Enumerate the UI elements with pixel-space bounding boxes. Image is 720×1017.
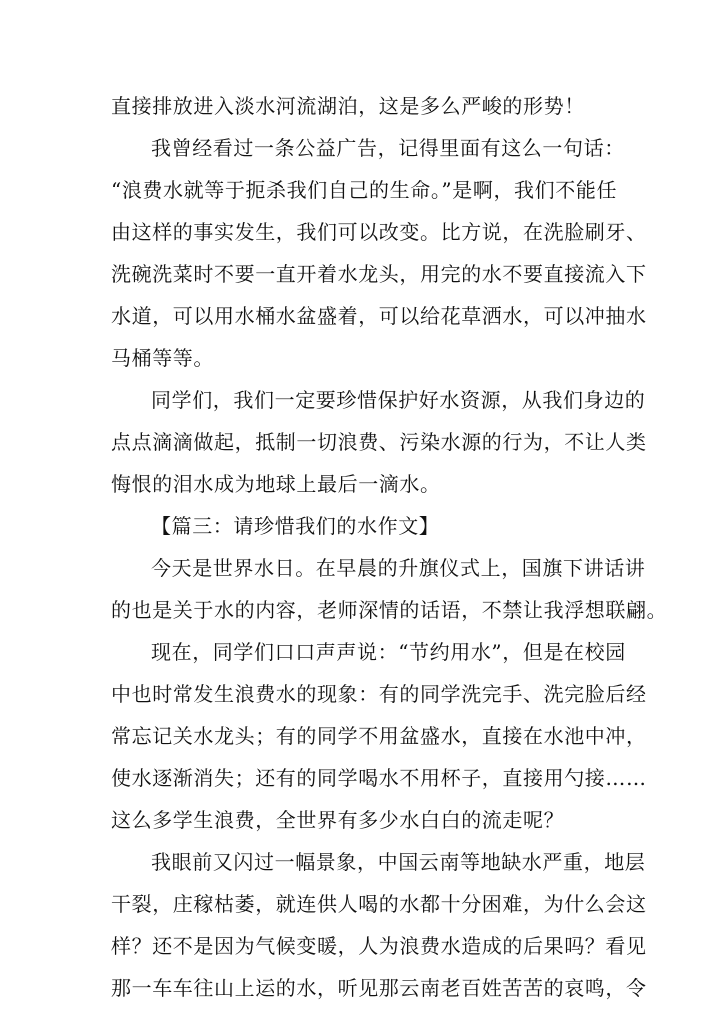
paragraph-first-line: 同学们，我们一定要珍惜保护好水资源，从我们身边的 bbox=[151, 388, 646, 412]
paragraph-first-line: 我曾经看过一条公益广告，记得里面有这么一句话： bbox=[151, 136, 625, 160]
text-line: 马桶等等。 bbox=[111, 346, 214, 370]
text-line: 直接排放进入淡水河流湖泊，这是多么严峻的形势！ bbox=[111, 94, 585, 118]
text-line: 这么多学生浪费，全世界有多少水白白的流走呢？ bbox=[111, 808, 565, 832]
section-heading: 【篇三：请珍惜我们的水作文】 bbox=[151, 514, 440, 538]
paragraph-first-line: 我眼前又闪过一幅景象，中国云南等地缺水严重，地层 bbox=[151, 850, 646, 874]
text-line: 干裂，庄稼枯萎，就连供人喝的水都十分困难，为什么会这 bbox=[111, 892, 647, 916]
text-line: 由这样的事实发生，我们可以改变。比方说，在洗脸刷牙、 bbox=[111, 220, 647, 244]
text-line: 那一车车往山上运的水，听见那云南老百姓苦苦的哀鸣，令 bbox=[111, 976, 647, 1000]
text-line: “浪费水就等于扼杀我们自己的生命。”是啊，我们不能任 bbox=[111, 178, 618, 202]
text-line: 样？还不是因为气候变暖，人为浪费水造成的后果吗？看见 bbox=[111, 934, 647, 958]
text-line: 中也时常发生浪费水的现象：有的同学洗完手、洗完脸后经 bbox=[111, 682, 647, 706]
text-line: 点点滴滴做起，抵制一切浪费、污染水源的行为，不让人类 bbox=[111, 430, 647, 454]
paragraph-first-line: 现在，同学们口口声声说：“节约用水”，但是在校园 bbox=[151, 640, 626, 664]
text-line: 水道，可以用水桶水盆盛着，可以给花草洒水，可以冲抽水 bbox=[111, 304, 647, 328]
text-line: 使水逐渐消失；还有的同学喝水不用杯子，直接用勺接…… bbox=[111, 766, 647, 790]
paragraph-first-line: 今天是世界水日。在早晨的升旗仪式上，国旗下讲话讲 bbox=[151, 556, 646, 580]
text-line: 常忘记关水龙头；有的同学不用盆盛水，直接在水池中冲， bbox=[111, 724, 647, 748]
text-line: 的也是关于水的内容，老师深情的话语，不禁让我浮想联翩。 bbox=[111, 598, 668, 622]
text-line: 洗碗洗菜时不要一直开着水龙头，用完的水不要直接流入下 bbox=[111, 262, 647, 286]
text-line: 悔恨的泪水成为地球上最后一滴水。 bbox=[111, 472, 441, 496]
